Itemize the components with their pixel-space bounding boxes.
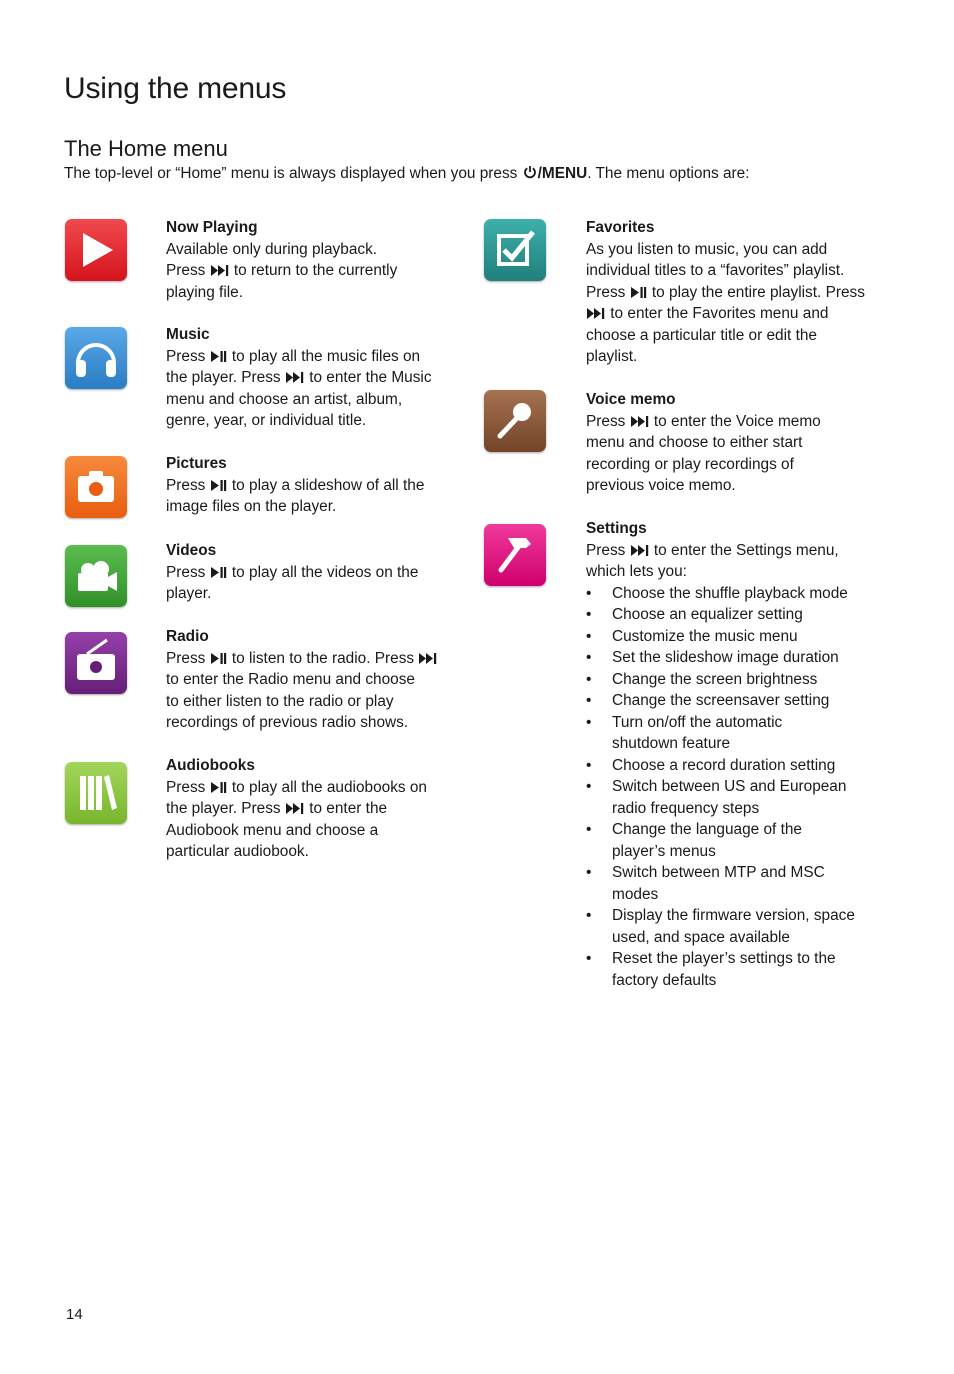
menu-entry-radio: Radio Press to listen to the radio. Press to enter the Radio menu and choose to either listen to the radio or play recordings of previous radio shows. [166, 626, 438, 734]
skip-forward-icon [419, 653, 437, 664]
play-pause-icon [211, 653, 227, 664]
settings-bullet-list [586, 583, 855, 992]
settings-bullet-item [586, 712, 855, 755]
checkbox-icon [484, 219, 546, 281]
menu-entry-voice-memo: Voice memo Press to enter the Voice memo menu and choose to either start recording or play recordings of previous voice memo. [586, 391, 821, 494]
bullet-text: Switch between US and European [612, 778, 847, 795]
entry-title: Videos [166, 542, 217, 559]
settings-bullet-item [586, 948, 855, 991]
bullet-marker: • [586, 692, 592, 709]
settings-bullet-item [586, 905, 855, 948]
bullet-text: Change the screensaver setting [612, 692, 830, 709]
entry-title: Music [166, 326, 210, 343]
skip-forward-icon [631, 416, 649, 427]
bullet-marker: • [586, 713, 592, 731]
settings-bullet-item [586, 819, 855, 862]
bullet-marker: • [586, 950, 592, 967]
bullet-text: Switch between MTP and MSC [612, 864, 825, 881]
entry-title: Pictures [166, 455, 227, 472]
play-pause-icon [631, 287, 647, 298]
play-pause-icon [211, 782, 227, 793]
bullet-text: Customize the music menu [612, 627, 798, 645]
menu-key-label: /MENU [537, 165, 588, 182]
skip-forward-icon [211, 265, 229, 276]
bullet-marker: • [586, 756, 592, 774]
menu-entry-videos: Videos Press to play all the videos on the player. [166, 542, 419, 602]
bullet-text: Choose an equalizer setting [612, 606, 803, 623]
camera-icon [65, 456, 127, 518]
bullet-text: Reset the player’s settings to the [612, 950, 836, 967]
settings-bullet-item [586, 583, 855, 605]
page-number: 14 [66, 1306, 83, 1323]
bullet-marker: • [586, 670, 592, 688]
play-pause-icon [211, 351, 227, 362]
books-icon [65, 762, 127, 824]
bullet-text: Turn on/off the automatic [612, 713, 783, 731]
radio-icon [65, 632, 127, 694]
bullet-text: used, and space available [612, 928, 790, 946]
headphones-icon [65, 327, 127, 389]
bullet-text: factory defaults [612, 971, 717, 989]
video-camera-icon [65, 545, 127, 607]
skip-forward-icon [286, 803, 304, 814]
microphone-icon [484, 390, 546, 452]
entry-title: Favorites [586, 219, 655, 236]
bullet-text: radio frequency steps [612, 799, 760, 817]
entry-title: Now Playing [166, 219, 258, 236]
skip-forward-icon [587, 308, 605, 319]
settings-bullet-item [586, 626, 855, 648]
bullet-text: modes [612, 885, 659, 903]
bullet-text: Change the language of the [612, 821, 802, 838]
bullet-marker: • [586, 864, 592, 881]
entry-title: Audiobooks [166, 757, 255, 774]
bullet-marker: • [586, 649, 592, 666]
settings-bullet-item [586, 669, 855, 691]
bullet-text: Set the slideshow image duration [612, 649, 839, 666]
menu-entry-now-playing: Now Playing Available only during playback. Press to return to the currently playing file. [166, 219, 398, 301]
settings-bullet-item [586, 755, 855, 777]
settings-bullet-item [586, 647, 855, 669]
skip-forward-icon [286, 372, 304, 383]
bullet-marker: • [586, 778, 592, 795]
play-pause-icon [211, 480, 227, 491]
play-icon [65, 219, 127, 281]
bullet-marker: • [586, 584, 592, 602]
settings-bullet-item [586, 776, 855, 819]
entry-title: Radio [166, 628, 209, 645]
menu-entry-pictures: Pictures Press to play a slideshow of all the image files on the player. [166, 455, 425, 515]
menu-entry-music: Music Press to play all the music files on the player. Press to enter the Music menu and choose an artist, album, genre, year, or individual title. [166, 326, 432, 429]
bullet-text: Choose a record duration setting [612, 756, 836, 774]
bullet-text: Choose the shuffle playback mode [612, 584, 848, 602]
hammer-icon [484, 524, 546, 586]
skip-forward-icon [631, 545, 649, 556]
power-icon [523, 165, 537, 179]
bullet-marker: • [586, 627, 592, 645]
bullet-text: Display the firmware version, space [612, 907, 855, 924]
bullet-marker: • [586, 606, 592, 623]
menu-entry-audiobooks: Audiobooks Press to play all the audiobooks on the player. Press to enter the Audiobook menu and choose a particular audiobook. [166, 757, 427, 860]
settings-bullet-item [586, 862, 855, 905]
entry-title: Voice memo [586, 391, 676, 408]
menu-entry-settings: Settings Press to enter the Settings menu, which lets you: • Choose the shuffle playback mode • Choose an equalizer setting • Customize the music menu • Set the slideshow image duration • Change the screen brightness • Change the screensaver setting • Turn on/off the automatic shutdown feature • Choose a record duration setting • Switch between US and European radio frequency steps • Change the language of the player’s menus • Switch between MTP and MSC modes • Display the firmware version, space used, and space available • Reset the player’s settings to the factory defaults [586, 518, 855, 991]
bullet-marker: • [586, 821, 592, 838]
menu-entry-favorites: Favorites As you listen to music, you can add individual titles to a “favorites” playlist. Press to play the entire playlist. Press to enter the Favorites menu and choose a particular title or edit the playlist. [586, 219, 865, 365]
bullet-text: shutdown feature [612, 735, 731, 752]
intro-text: The top-level or “Home” menu is always displayed when you press /MENU. The menu options are: [64, 165, 750, 182]
section-title: The Home menu [64, 136, 228, 161]
settings-bullet-item [586, 690, 855, 712]
entry-title: Settings [586, 520, 647, 537]
play-pause-icon [211, 567, 227, 578]
settings-bullet-item [586, 604, 855, 626]
bullet-text: player’s menus [612, 842, 716, 860]
bullet-marker: • [586, 907, 592, 924]
page-title: Using the menus [64, 72, 287, 105]
bullet-text: Change the screen brightness [612, 670, 818, 688]
